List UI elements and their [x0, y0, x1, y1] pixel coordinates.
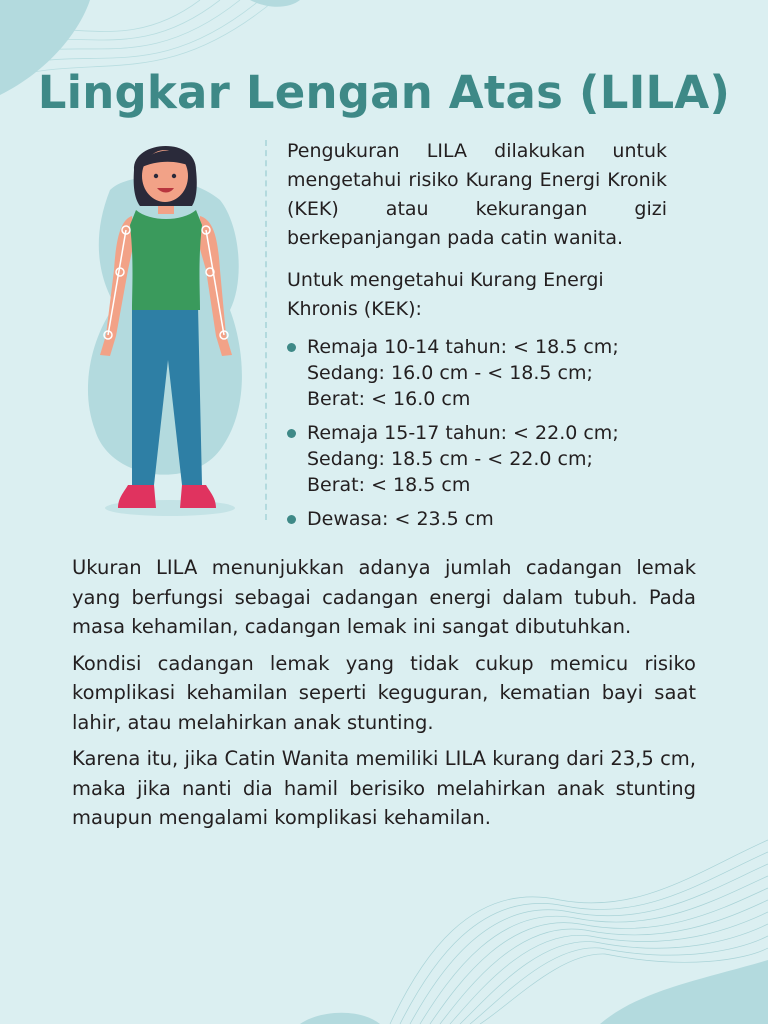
- intro-paragraph: Pengukuran LILA dilakukan untuk mengetahui risiko Kurang Energi Kronik (KEK) atau kekurangan gizi berkepanjangan pada catin wanita.: [287, 140, 667, 249]
- page-title: Lingkar Lengan Atas (LILA): [37, 66, 731, 119]
- list-item: [287, 506, 677, 532]
- body-text: [72, 553, 696, 840]
- kek-range-list: [287, 334, 677, 540]
- figure-right-eye: [172, 174, 176, 178]
- figure-left-eye: [154, 174, 158, 178]
- bullet-dot-icon: [287, 515, 296, 524]
- figure-right-shoe: [180, 485, 216, 508]
- range-line: Berat: < 18.5 cm: [307, 474, 471, 496]
- bottom-left-blob: [300, 1013, 380, 1024]
- bottom-right-blob: [600, 960, 768, 1024]
- kek-heading: Untuk mengetahui Kurang Energi Khronis (KEK):: [287, 269, 604, 320]
- range-line: Berat: < 16.0 cm: [307, 388, 471, 410]
- range-line: Remaja 10-14 tahun: < 18.5 cm;: [307, 336, 619, 358]
- bullet-dot-icon: [287, 429, 296, 438]
- figure-left-shoe: [118, 485, 156, 508]
- figure-shirt: [130, 210, 202, 310]
- list-item: [287, 334, 677, 412]
- range-line: Sedang: 16.0 cm - < 18.5 cm;: [307, 362, 593, 384]
- range-line: Dewasa: < 23.5 cm: [307, 508, 494, 530]
- woman-figure-illustration: [70, 130, 270, 530]
- body-paragraph: Karena itu, jika Catin Wanita memiliki LILA kurang dari 23,5 cm, maka jika nanti dia hamil berisiko melahirkan anak stunting maupun mengalami komplikasi kehamilan.: [72, 747, 696, 829]
- body-paragraph: Kondisi cadangan lemak yang tidak cukup memicu risiko komplikasi kehamilan seperti keguguran, kematian bayi saat lahir, atau melahirkan anak stunting.: [72, 651, 696, 734]
- dashed-divider: [265, 140, 267, 520]
- range-line: Sedang: 18.5 cm - < 22.0 cm;: [307, 448, 593, 470]
- list-item: [287, 420, 677, 498]
- range-line: Remaja 15-17 tahun: < 22.0 cm;: [307, 422, 619, 444]
- body-paragraph: Ukuran LILA menunjukkan adanya jumlah cadangan lemak yang berfungsi sebagai cadangan energi dalam tubuh. Pada masa kehamilan, cadangan lemak ini sangat dibutuhkan.: [72, 556, 696, 638]
- top-right-blob: [250, 0, 300, 7]
- bullet-dot-icon: [287, 343, 296, 352]
